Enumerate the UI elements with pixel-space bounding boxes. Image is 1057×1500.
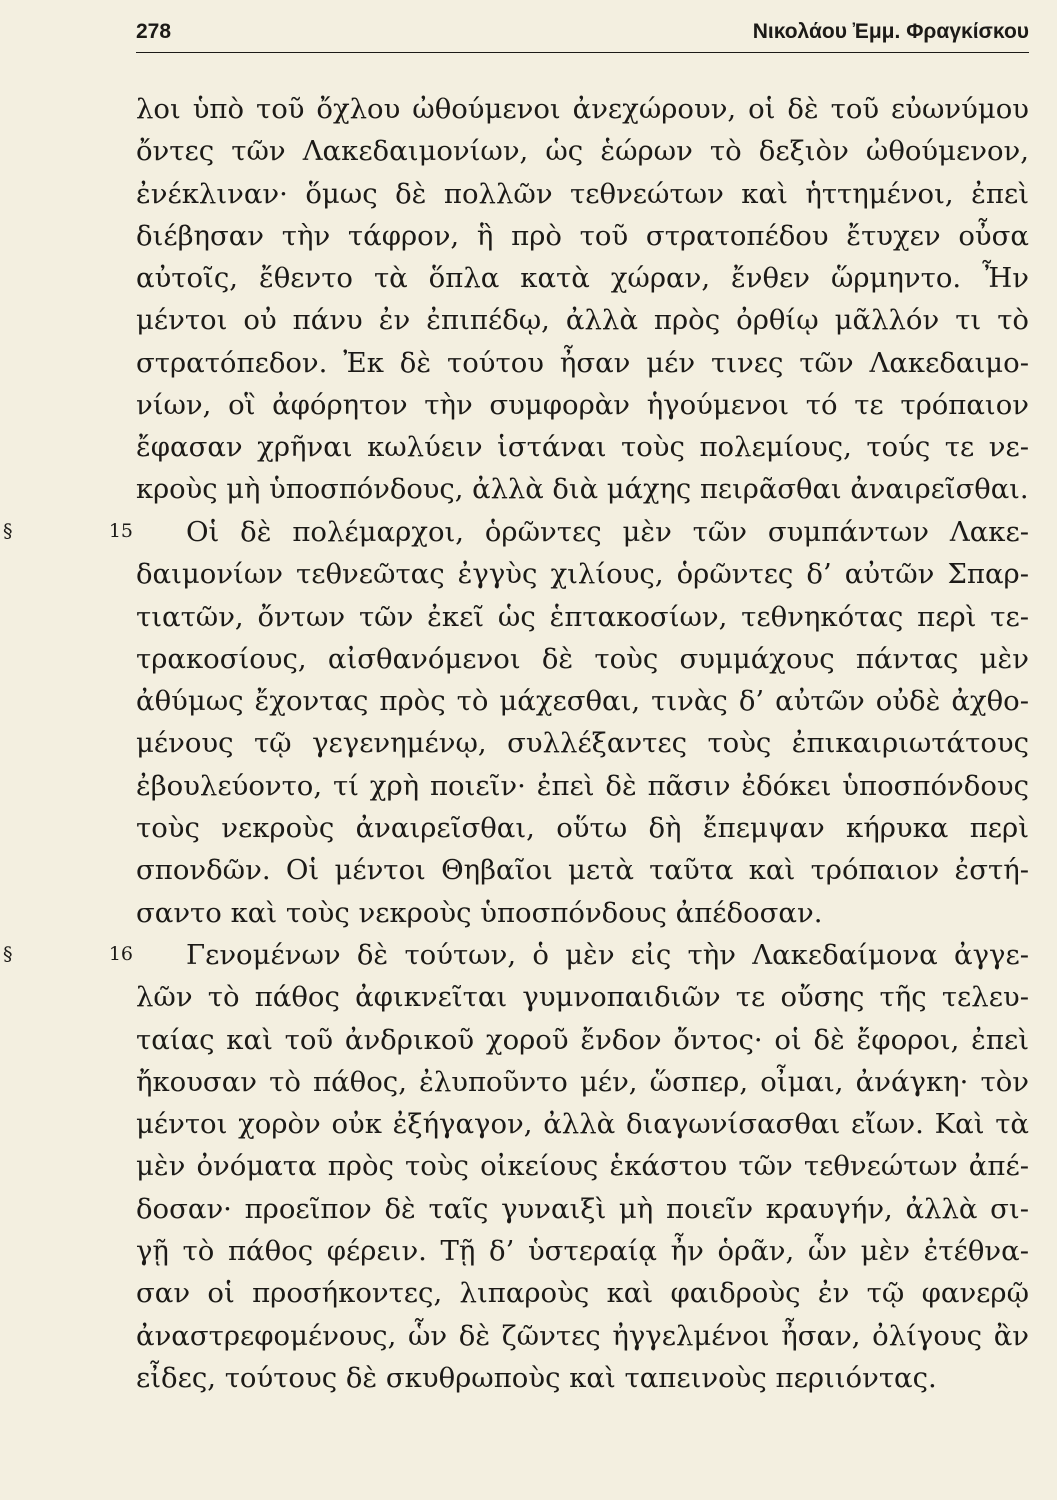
text-line: στρατόπεδον. Ἐκ δὲ τούτου ἦσαν μέν τινες τῶν Λακεδαιμο- (136, 346, 1029, 379)
running-head (136, 18, 1029, 52)
header-rule (136, 52, 1029, 53)
text-line: τρακοσίους, αἰσθανόμενοι δὲ τοὺς συμμάχους πάντας μὲν (136, 642, 1029, 675)
text-line: κροὺς μὴ ὑποσπόνδους, ἀλλὰ διὰ μάχης πειρᾶσθαι ἀναιρεῖσθαι. (136, 473, 1029, 505)
text-line-content: Γενομένων δὲ τούτων, ὁ μὲν εἰς τὴν Λακεδαίμονα ἀγγε- (186, 938, 1029, 971)
text-line: μένους τῷ γεγενημένῳ, συλλέξαντες τοὺς ἐπικαιριωτάτους (136, 727, 1029, 760)
text-line (3, 511, 1029, 553)
text-line: σπονδῶν. Οἱ μέντοι Θηβαῖοι μετὰ ταῦτα καὶ τρόπαιον ἐστή- (136, 854, 1029, 887)
text-line: ἐνέκλιναν· ὅμως δὲ πολλῶν τεθνεώτων καὶ ἡττημένοι, ἐπεὶ (136, 177, 1029, 210)
text-line: τοὺς νεκροὺς ἀναιρεῖσθαι, οὕτω δὴ ἔπεμψαν κήρυκα περὶ (136, 812, 1029, 845)
paragraph (136, 88, 1029, 511)
paragraph-section-16 (3, 934, 1029, 1399)
text-line: γῇ τὸ πάθος φέρειν. Τῇ δ’ ὑστεραίᾳ ἦν ὁρᾶν, ὧν μὲν ἐτέθνα- (136, 1235, 1029, 1268)
text-line: ἀναστρεφομένους, ὧν δὲ ζῶντες ἠγγελμένοι ἦσαν, ὀλίγους ἂν (136, 1319, 1029, 1352)
text-line: διέβησαν τὴν τάφρον, ἣ πρὸ τοῦ στρατοπέδου ἔτυχεν οὖσα (136, 219, 1029, 252)
text-line: σαντο καὶ τοὺς νεκροὺς ὑποσπόνδους ἀπέδοσαν. (136, 896, 823, 929)
text-line: δαιμονίων τεθνεῶτας ἐγγὺς χιλίους, ὁρῶντες δ’ αὐτῶν Σπαρ- (136, 558, 1029, 591)
section-number: § 16 (3, 942, 133, 965)
text-line: μέντοι οὐ πάνυ ἐν ἐπιπέδῳ, ἀλλὰ πρὸς ὀρθίῳ μᾶλλόν τι τὸ (136, 304, 1029, 337)
text-line: λῶν τὸ πάθος ἀφικνεῖται γυμνοπαιδιῶν τε οὔσης τῆς τελευ- (136, 981, 1029, 1014)
text-line (3, 934, 1029, 976)
text-line: ὄντες τῶν Λακεδαιμονίων, ὡς ἑώρων τὸ δεξιὸν ὠθούμενον, (136, 135, 1029, 168)
text-line: ἔφασαν χρῆναι κωλύειν ἱστάναι τοὺς πολεμίους, τούς τε νε- (136, 431, 1029, 464)
running-title: Νικολάου Ἐμμ. Φραγκίσκου (752, 20, 1029, 43)
text-line: νίων, οἳ ἀφόρητον τὴν συμφορὰν ἡγούμενοι τό τε τρόπαιον (136, 389, 1029, 422)
text-line: σαν οἱ προσήκοντες, λιπαροὺς καὶ φαιδροὺς ἐν τῷ φανερῷ (136, 1277, 1029, 1310)
body-text (3, 88, 1029, 1399)
text-line: αὐτοῖς, ἔθεντο τὰ ὅπλα κατὰ χώραν, ἔνθεν ὥρμηντο. Ἦν (136, 262, 1029, 295)
text-line: ἐβουλεύοντο, τί χρὴ ποιεῖν· ἐπεὶ δὲ πᾶσιν ἐδόκει ὑποσπόνδους (136, 769, 1029, 802)
paragraph-section-15 (3, 511, 1029, 934)
text-line-content: Οἱ δὲ πολέμαρχοι, ὁρῶντες μὲν τῶν συμπάντων Λακε- (186, 515, 1029, 548)
text-line: δοσαν· προεῖπον δὲ ταῖς γυναιξὶ μὴ ποιεῖν κραυγήν, ἀλλὰ σι- (136, 1192, 1029, 1225)
text-line: λοι ὑπὸ τοῦ ὄχλου ὠθούμενοι ἀνεχώρουν, οἱ δὲ τοῦ εὐωνύμου (136, 93, 1029, 125)
text-line: μέντοι χορὸν οὐκ ἐξήγαγον, ἀλλὰ διαγωνίσασθαι εἴων. Καὶ τὰ (136, 1108, 1029, 1141)
text-line: μὲν ὀνόματα πρὸς τοὺς οἰκείους ἑκάστου τῶν τεθνεώτων ἀπέ- (136, 1150, 1029, 1183)
page-number: 278 (136, 20, 172, 43)
text-line: εἶδες, τούτους δὲ σκυθρωποὺς καὶ ταπεινοὺς περιιόντας. (136, 1361, 937, 1394)
text-line: ἤκουσαν τὸ πάθος, ἐλυποῦντο μέν, ὥσπερ, οἶμαι, ἀνάγκη· τὸν (136, 1065, 1029, 1098)
text-line: τιατῶν, ὄντων τῶν ἐκεῖ ὡς ἑπτακοσίων, τεθνηκότας περὶ τε- (136, 600, 1029, 633)
section-number: § 15 (3, 519, 133, 542)
text-line: ἀθύμως ἔχοντας πρὸς τὸ μάχεσθαι, τινὰς δ’ αὐτῶν οὐδὲ ἀχθο- (136, 685, 1029, 718)
text-line: ταίας καὶ τοῦ ἀνδρικοῦ χοροῦ ἔνδον ὄντος· οἱ δὲ ἔφοροι, ἐπεὶ (136, 1023, 1029, 1056)
